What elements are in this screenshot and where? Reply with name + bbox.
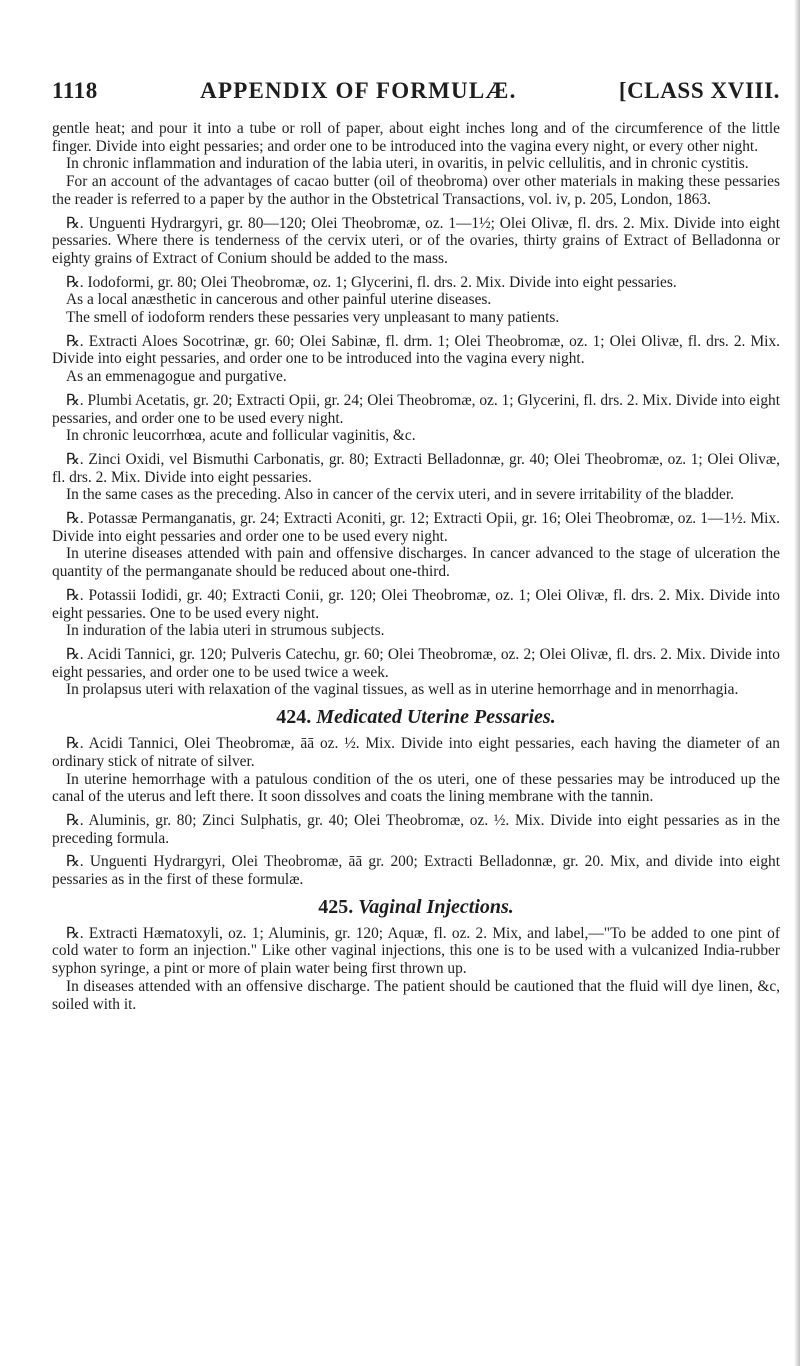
paragraph: gentle heat; and pour it into a tube or roll of paper, about eight inches long and of the circumference of the little finger. Divide into eight pessaries; and order one to be introduced into the vagina every night, or every other night.	[52, 120, 780, 155]
prescription: ℞. Potassii Iodidi, gr. 40; Extracti Conii, gr. 120; Olei Theobromæ, oz. 1; Olei Olivæ, fl. drs. 2. Mix. Divide into eight pessaries. One to be used every night.	[52, 586, 780, 622]
paragraph: As an emmenagogue and purgative.	[66, 368, 287, 386]
prescription: ℞. Iodoformi, gr. 80; Olei Theobromæ, oz. 1; Glycerini, fl. drs. 2. Mix. Divide into eight pessaries.	[66, 273, 677, 291]
paragraph: In diseases attended with an offensive discharge. The patient should be cautioned that the fluid will dye linen, &c, soiled with it.	[52, 977, 780, 1013]
section-title: Vaginal Injections.	[358, 895, 514, 918]
paragraph: In uterine diseases attended with pain and offensive discharges. In cancer advanced to the stage of ulceration the quantity of the permanganate should be reduced about one-third.	[52, 545, 780, 581]
prescription: ℞. Potassæ Permanganatis, gr. 24; Extracti Aconiti, gr. 12; Extracti Opii, gr. 16; Olei Theobromæ, oz. 1—1½. Mix. Divide into eight pessaries and order one to be used every night.	[52, 510, 780, 545]
section-number: 425.	[318, 895, 354, 918]
paragraph: In chronic leucorrhœa, acute and follicular vaginitis, &c.	[66, 427, 416, 445]
book-page	[52, 78, 780, 1013]
prescription: ℞. Aluminis, gr. 80; Zinci Sulphatis, gr. 40; Olei Theobromæ, oz. ½. Mix. Divide into eight pessaries as in the preceding formula.	[52, 811, 780, 847]
paragraph: For an account of the advantages of cacao butter (oil of theobroma) over other materials in making these pessaries the reader is referred to a paper by the author in the Obstetrical Transactions, vol. iv, p. 205, London, 1863.	[52, 173, 780, 208]
paragraph: In induration of the labia uteri in strumous subjects.	[66, 622, 385, 640]
prescription: ℞. Plumbi Acetatis, gr. 20; Extracti Opii, gr. 24; Olei Theobromæ, oz. 1; Glycerini, fl. drs. 2. Mix. Divide into eight pessaries, and order one to be used every night.	[52, 391, 780, 427]
running-title: APPENDIX OF FORMULÆ.	[200, 78, 517, 103]
paragraph: As a local anæsthetic in cancerous and other painful uterine diseases.	[66, 291, 492, 309]
paragraph: In prolapsus uteri with relaxation of the vaginal tissues, as well as in uterine hemorrhage and in menorrhagia.	[66, 681, 739, 699]
page-content	[52, 120, 780, 1013]
section-heading-425	[52, 896, 780, 919]
paragraph: In chronic inflammation and induration of the labia uteri, in ovaritis, in pelvic cellulitis, and in chronic cystitis.	[66, 155, 749, 173]
paragraph: In uterine hemorrhage with a patulous condition of the os uteri, one of these pessaries may be introduced up the canal of the uterus and left there. It soon dissolves and coats the lining membrane with the tannin.	[52, 770, 780, 806]
prescription: ℞. Acidi Tannici, gr. 120; Pulveris Catechu, gr. 60; Olei Theobromæ, oz. 2; Olei Olivæ, fl. drs. 2. Mix. Divide into eight pessaries, and order one to be used twice a week.	[52, 645, 780, 681]
section-number: 424.	[276, 706, 312, 729]
class-label: [CLASS XVIII.	[618, 78, 780, 103]
section-title: Medicated Uterine Pessaries.	[316, 706, 556, 729]
prescription: ℞. Unguenti Hydrargyri, gr. 80—120; Olei Theobromæ, oz. 1—1½; Olei Olivæ, fl. drs. 2. Mix. Divide into eight pessaries. Where there is tenderness of the cervix uteri, or of the ovaries, thirty grains of Extract of Belladonna or eighty grains of Extract of Conium should be added to the mass.	[52, 214, 780, 267]
prescription: ℞. Unguenti Hydrargyri, Olei Theobromæ, āā gr. 200; Extracti Belladonnæ, gr. 20. Mix, and divide into eight pessaries as in the first of these formulæ.	[52, 853, 780, 889]
page-edge-shadow	[794, 0, 800, 1366]
section-heading-424	[52, 706, 780, 729]
prescription: ℞. Extracti Hæmatoxyli, oz. 1; Aluminis, gr. 120; Aquæ, fl. oz. 2. Mix, and label,—"To be added to one pint of cold water to form an injection." Like other vaginal injections, this one is to be used with a vulcanized India-rubber syphon syringe, a pint or more of plain water being first thrown up.	[52, 924, 780, 978]
prescription: ℞. Extracti Aloes Socotrinæ, gr. 60; Olei Sabinæ, fl. drm. 1; Olei Theobromæ, oz. 1; Olei Olivæ, fl. drs. 2. Mix. Divide into eight pessaries, and order one to be introduced into the vagina every night.	[52, 332, 780, 368]
page-number: 1118	[52, 78, 98, 103]
paragraph: The smell of iodoform renders these pessaries very unpleasant to many patients.	[66, 309, 560, 327]
prescription: ℞. Zinci Oxidi, vel Bismuthi Carbonatis, gr. 80; Extracti Belladonnæ, gr. 40; Olei Theobromæ, oz. 1; Olei Olivæ, fl. drs. 2. Mix. Divide into eight pessaries.	[52, 450, 780, 486]
prescription: ℞. Acidi Tannici, Olei Theobromæ, āā oz. ½. Mix. Divide into eight pessaries, each having the diameter of an ordinary stick of nitrate of silver.	[52, 735, 780, 770]
running-header	[52, 78, 780, 114]
paragraph: In the same cases as the preceding. Also in cancer of the cervix uteri, and in severe irritability of the bladder.	[66, 486, 734, 504]
